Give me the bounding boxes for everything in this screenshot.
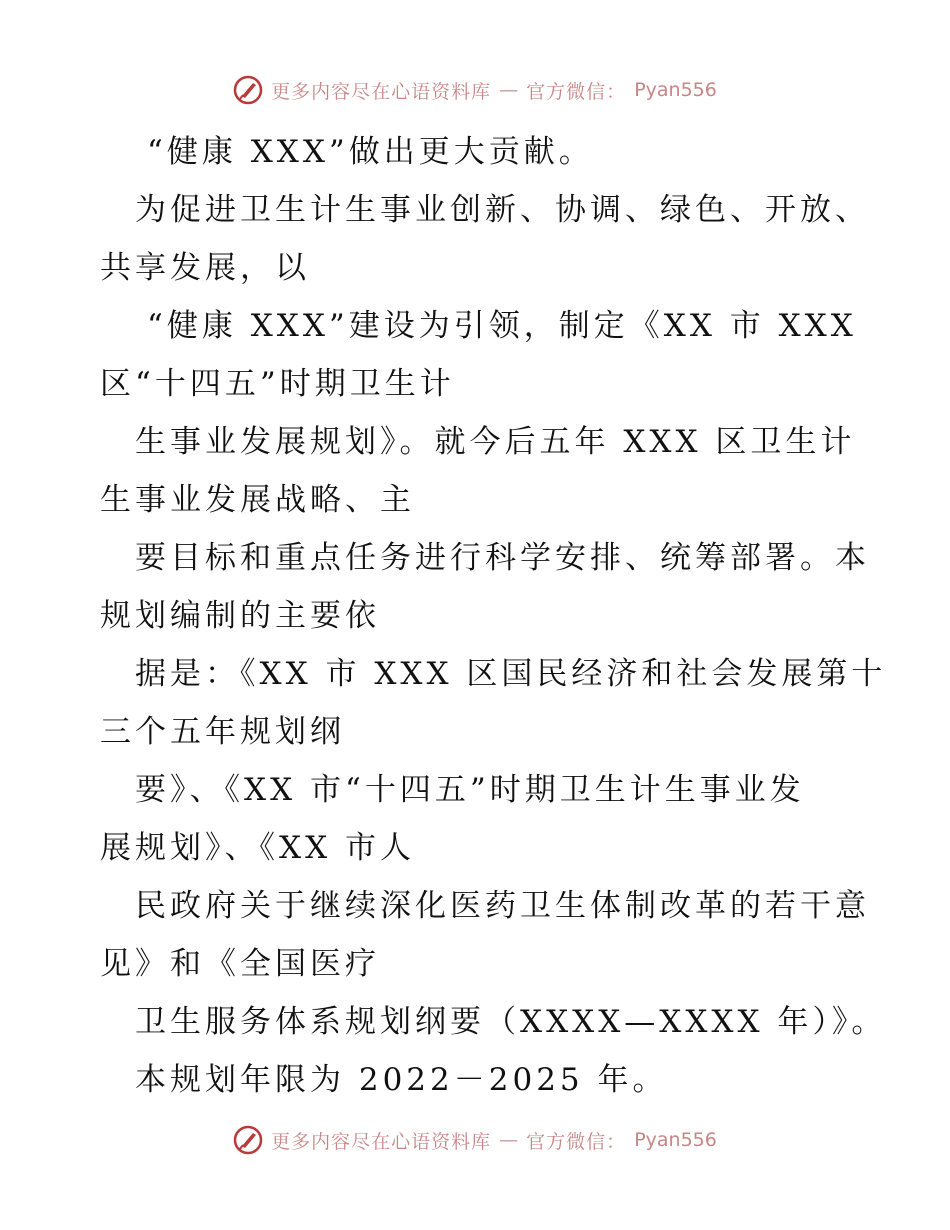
footer-watermark bbox=[0, 1120, 950, 1160]
watermark-separator: — bbox=[499, 79, 519, 101]
body-line: 民政府关于继续深化医药卫生体制改革的若干意 bbox=[135, 888, 870, 924]
watermark-account: Pyan556 bbox=[634, 1129, 717, 1151]
watermark-brand: 更多内容尽在心语资料库 bbox=[271, 1130, 492, 1153]
watermark-account: Pyan556 bbox=[634, 79, 717, 101]
body-line: 要目标和重点任务进行科学安排、统筹部署。本 bbox=[135, 540, 870, 576]
header-watermark bbox=[0, 70, 950, 110]
watermark-brand: 更多内容尽在心语资料库 bbox=[271, 80, 492, 103]
watermark-separator: — bbox=[499, 1129, 519, 1151]
body-line: 区“十四五”时期卫生计 bbox=[100, 366, 455, 402]
body-line: 见》和《全国医疗 bbox=[100, 946, 380, 982]
body-line: 规划编制的主要依 bbox=[100, 598, 380, 634]
document-body bbox=[0, 123, 950, 1109]
watermark-official-label: 官方微信： bbox=[526, 1130, 627, 1153]
body-line: 共享发展，以 bbox=[100, 250, 310, 286]
body-line: 本规划年限为 2022－2025 年。 bbox=[135, 1062, 668, 1098]
body-line: 为促进卫生计生事业创新、协调、绿色、开放、 bbox=[135, 192, 870, 228]
quill-logo-icon bbox=[233, 75, 263, 105]
quill-logo-icon bbox=[233, 1125, 263, 1155]
body-line: 生事业发展战略、主 bbox=[100, 482, 415, 518]
body-line: “健康 XXX”建设为引领，制定《XX 市 XXX bbox=[147, 308, 857, 344]
body-line: “健康 XXX”做出更大贡献。 bbox=[147, 134, 594, 170]
body-line: 生事业发展规划》。就今后五年 XXX 区卫生计 bbox=[135, 424, 856, 460]
body-line: 卫生服务体系规划纲要（XXXX—XXXX 年）》。 bbox=[135, 1004, 887, 1040]
body-line: 要》、《XX 市“十四五”时期卫生计生事业发 bbox=[135, 772, 805, 808]
body-line: 据是：《XX 市 XXX 区国民经济和社会发展第十 bbox=[135, 656, 887, 692]
body-line: 三个五年规划纲 bbox=[100, 714, 345, 750]
watermark-official-label: 官方微信： bbox=[526, 80, 627, 103]
body-line: 展规划》、《XX 市人 bbox=[100, 830, 415, 866]
